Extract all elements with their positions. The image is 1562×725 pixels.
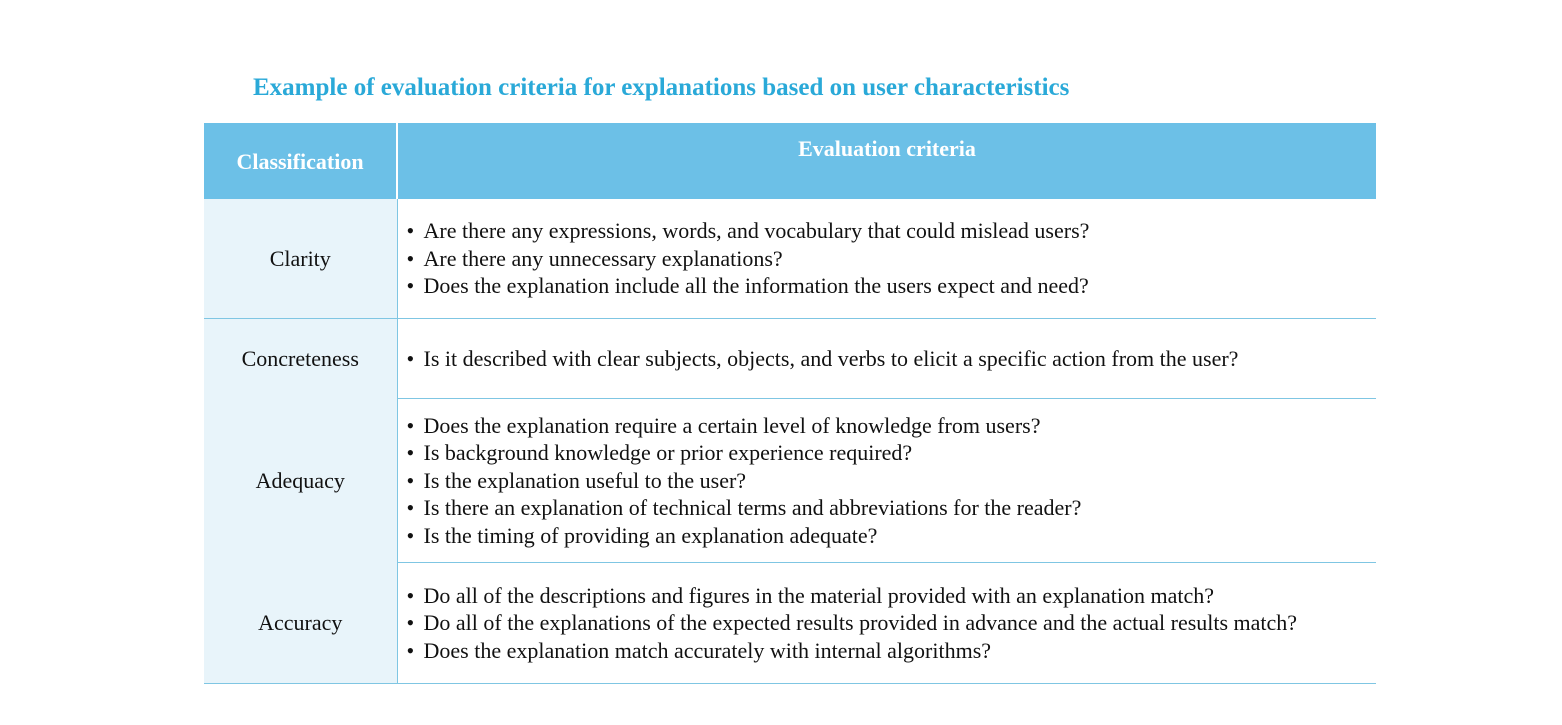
criteria-cell <box>397 563 1376 684</box>
criteria-list <box>407 345 1377 373</box>
table-row <box>204 319 1376 399</box>
list-item <box>407 522 1377 550</box>
criteria-list <box>407 412 1377 550</box>
criterion-text: Do all of the explanations of the expected results provided in advance and the actual results match? <box>423 610 1298 636</box>
list-item <box>407 439 1377 467</box>
bullet-icon: • <box>406 218 415 244</box>
bullet-icon: • <box>406 495 415 521</box>
criterion-text: Does the explanation match accurately with internal algorithms? <box>423 637 992 663</box>
criterion-text: Does the explanation require a certain level of knowledge from users? <box>423 412 1041 438</box>
list-item <box>407 217 1377 245</box>
criterion-text: Is the explanation useful to the user? <box>423 467 747 493</box>
classification-header: Classification <box>204 123 397 199</box>
table-row <box>204 399 1376 563</box>
bullet-icon: • <box>406 467 415 493</box>
criterion-text: Is background knowledge or prior experience required? <box>423 440 913 466</box>
criterion-text: Is there an explanation of technical terms and abbreviations for the reader? <box>423 495 1082 521</box>
classification-accuracy: Accuracy <box>204 563 397 684</box>
criteria-list <box>407 217 1377 300</box>
table-row <box>204 199 1376 319</box>
criteria-cell <box>397 199 1376 319</box>
bullet-icon: • <box>406 440 415 466</box>
list-item <box>407 609 1377 637</box>
classification-concreteness: Concreteness <box>204 319 397 399</box>
bullet-icon: • <box>406 582 415 608</box>
list-item <box>407 582 1377 610</box>
list-item <box>407 637 1377 665</box>
table-row <box>204 563 1376 684</box>
evaluation-criteria-header: Evaluation criteria <box>397 123 1376 199</box>
bullet-icon: • <box>406 273 415 299</box>
bullet-icon: • <box>406 245 415 271</box>
bullet-icon: • <box>406 522 415 548</box>
criterion-text: Are there any unnecessary explanations? <box>423 245 783 271</box>
criteria-cell <box>397 399 1376 563</box>
criterion-text: Do all of the descriptions and figures in the material provided with an explanation match? <box>423 582 1215 608</box>
criterion-text: Does the explanation include all the information the users expect and need? <box>423 273 1089 299</box>
list-item <box>407 345 1377 373</box>
table-header-row <box>204 123 1376 199</box>
classification-adequacy: Adequacy <box>204 399 397 563</box>
list-item <box>407 494 1377 522</box>
criterion-text: Is it described with clear subjects, objects, and verbs to elicit a specific action from the user? <box>423 345 1239 371</box>
list-item <box>407 467 1377 495</box>
criteria-list <box>407 582 1377 665</box>
list-item <box>407 412 1377 440</box>
evaluation-criteria-table <box>204 123 1376 684</box>
page-title: Example of evaluation criteria for explanations based on user characteristics <box>253 74 1070 101</box>
criterion-text: Are there any expressions, words, and vocabulary that could mislead users? <box>423 218 1090 244</box>
list-item <box>407 245 1377 273</box>
bullet-icon: • <box>406 345 415 371</box>
bullet-icon: • <box>406 637 415 663</box>
criteria-cell <box>397 319 1376 399</box>
classification-clarity: Clarity <box>204 199 397 319</box>
bullet-icon: • <box>406 610 415 636</box>
criterion-text: Is the timing of providing an explanation adequate? <box>423 522 878 548</box>
list-item <box>407 272 1377 300</box>
bullet-icon: • <box>406 412 415 438</box>
